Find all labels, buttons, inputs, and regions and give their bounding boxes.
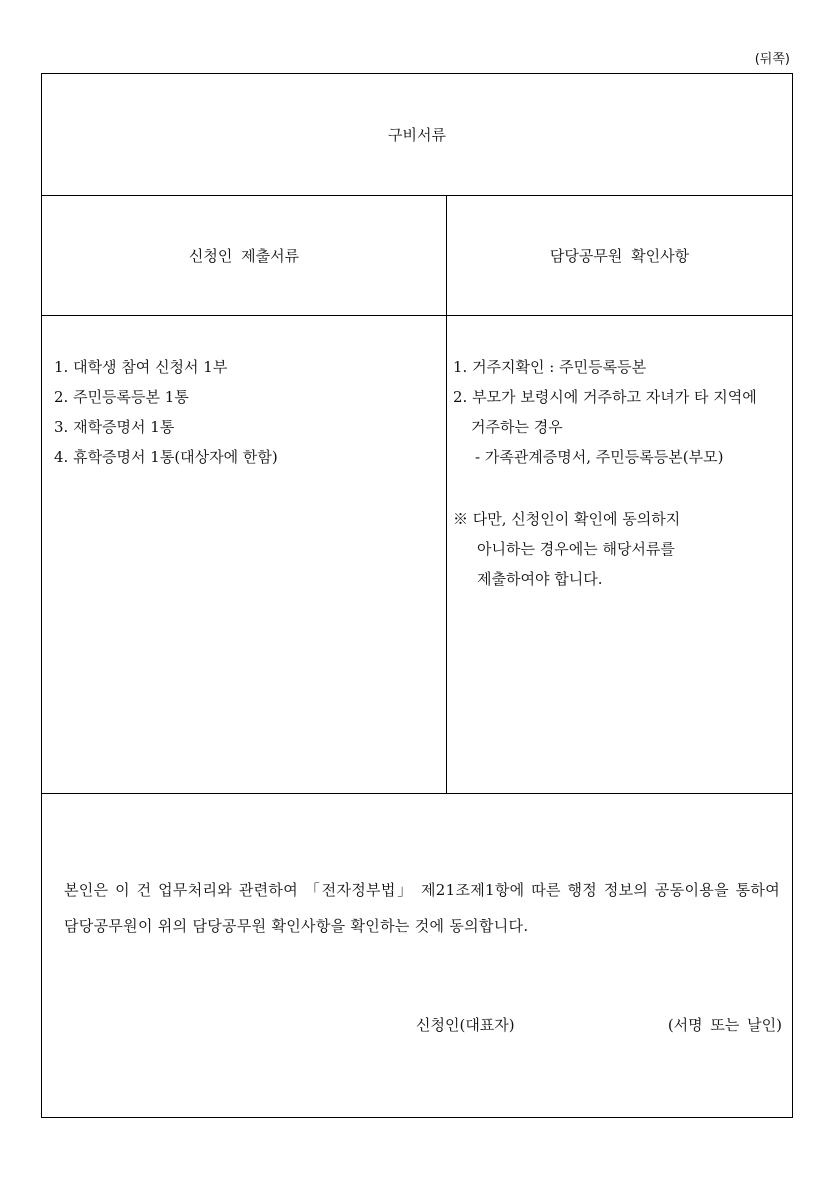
list-item: 1. 대학생 참여 신청서 1부 xyxy=(54,358,228,376)
form-title-row xyxy=(42,74,792,196)
documents-body-row xyxy=(42,316,792,794)
form-title: 구비서류 xyxy=(388,126,446,144)
list-item: 2. 부모가 보령시에 거주하고 자녀가 타 지역에 xyxy=(453,388,757,406)
list-item: 4. 휴학증명서 1통(대상자에 한함) xyxy=(54,448,278,466)
consent-statement: 본인은 이 건 업무처리와 관련하여 「전자정부법」 제21조제1항에 따른 행정 정보의 공동이용을 통하여 담당공무원이 위의 담당공무원 확인사항을 확인하는 것에 동의합니다. xyxy=(64,881,780,935)
applicant-label: 신청인(대표자) xyxy=(416,1016,515,1034)
officer-checks-list xyxy=(447,316,792,472)
officer-checks-header: 담당공무원 확인사항 xyxy=(549,247,690,265)
note-line: 아니하는 경우에는 해당서류를 xyxy=(477,540,675,558)
consent-row xyxy=(42,794,792,1117)
page-side-label: (뒤쪽) xyxy=(754,52,790,67)
applicant-documents-cell xyxy=(42,316,447,793)
list-subitem: - 가족관계증명서, 주민등록등본(부모) xyxy=(475,448,724,466)
list-item: 1. 거주지확인 : 주민등록등본 xyxy=(453,358,647,376)
consent-note xyxy=(447,504,792,594)
applicant-documents-header: 신청인 제출서류 xyxy=(42,196,447,315)
signature-label: (서명 또는 날인) xyxy=(667,1016,782,1034)
column-header-row xyxy=(42,196,792,316)
note-line: 제출하여야 합니다. xyxy=(477,570,603,588)
list-item-continuation: 거주하는 경우 xyxy=(471,418,563,436)
list-item: 3. 재학증명서 1통 xyxy=(54,418,175,436)
note-line: ※ 다만, 신청인이 확인에 동의하지 xyxy=(453,510,681,528)
applicant-documents-list xyxy=(42,316,446,472)
required-documents-form xyxy=(41,73,793,1118)
officer-checks-cell xyxy=(447,316,792,793)
list-item: 2. 주민등록등본 1통 xyxy=(54,388,189,406)
